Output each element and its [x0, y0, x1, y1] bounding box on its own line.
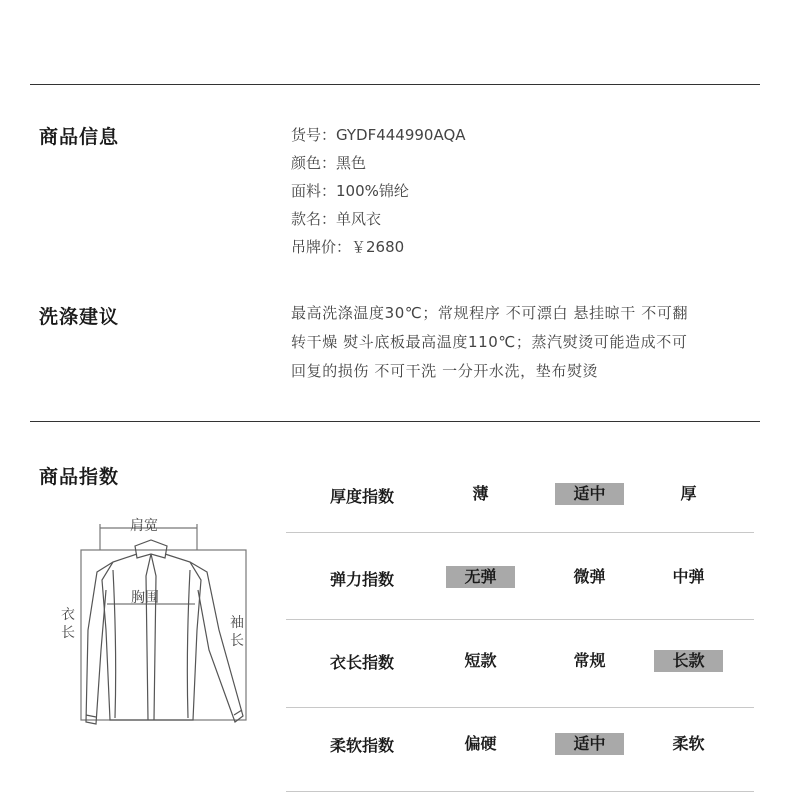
- info-sku: 货号：GYDF444990AQA: [291, 126, 466, 144]
- elasticity-index-label: 弹力指数: [330, 570, 395, 589]
- garment-diagram: [55, 510, 255, 750]
- care-line-2: 转干燥 熨斗底板最高温度110℃；蒸汽熨烫可能造成不可: [291, 333, 688, 351]
- index-separator: [286, 619, 754, 620]
- softness-option-medium: 适中: [555, 733, 624, 755]
- sleeve-label: 袖长: [230, 615, 244, 649]
- elasticity-option-slight: 微弹: [573, 567, 606, 586]
- care-line-3: 回复的损伤 不可干洗 一分开水洗，垫布熨烫: [291, 362, 599, 380]
- elasticity-option-none: 无弹: [446, 566, 515, 588]
- middle-divider: [30, 421, 760, 422]
- length-label: 衣长: [61, 607, 75, 641]
- jacket-outline-icon: [55, 510, 255, 750]
- softness-option-soft: 柔软: [672, 734, 705, 753]
- chest-label: 胸围: [131, 590, 159, 606]
- indices-title: 商品指数: [39, 466, 120, 488]
- length-option-regular: 常规: [573, 651, 606, 670]
- index-separator: [286, 791, 754, 792]
- elasticity-option-medium: 中弹: [672, 567, 705, 586]
- thickness-option-thin: 薄: [472, 484, 489, 503]
- thickness-option-medium: 适中: [555, 483, 624, 505]
- index-separator: [286, 532, 754, 533]
- length-option-long: 长款: [654, 650, 723, 672]
- care-line-1: 最高洗涤温度30℃；常规程序 不可漂白 悬挂晾干 不可翻: [291, 304, 689, 322]
- thickness-index-label: 厚度指数: [330, 487, 395, 506]
- thickness-option-thick: 厚: [680, 484, 697, 503]
- index-separator: [286, 707, 754, 708]
- softness-index-label: 柔软指数: [330, 736, 395, 755]
- softness-option-stiff: 偏硬: [464, 734, 497, 753]
- length-index-label: 衣长指数: [330, 653, 395, 672]
- info-color: 颜色：黑色: [291, 154, 367, 172]
- length-option-short: 短款: [464, 651, 497, 670]
- info-style-name: 款名：单风衣: [291, 210, 382, 228]
- product-info-title: 商品信息: [39, 126, 120, 148]
- shoulder-label: 肩宽: [130, 518, 158, 534]
- info-fabric: 面料：100%锦纶: [291, 182, 409, 200]
- info-tag-price: 吊牌价：￥2680: [291, 238, 405, 256]
- care-title: 洗涤建议: [39, 306, 120, 328]
- top-divider: [30, 84, 760, 85]
